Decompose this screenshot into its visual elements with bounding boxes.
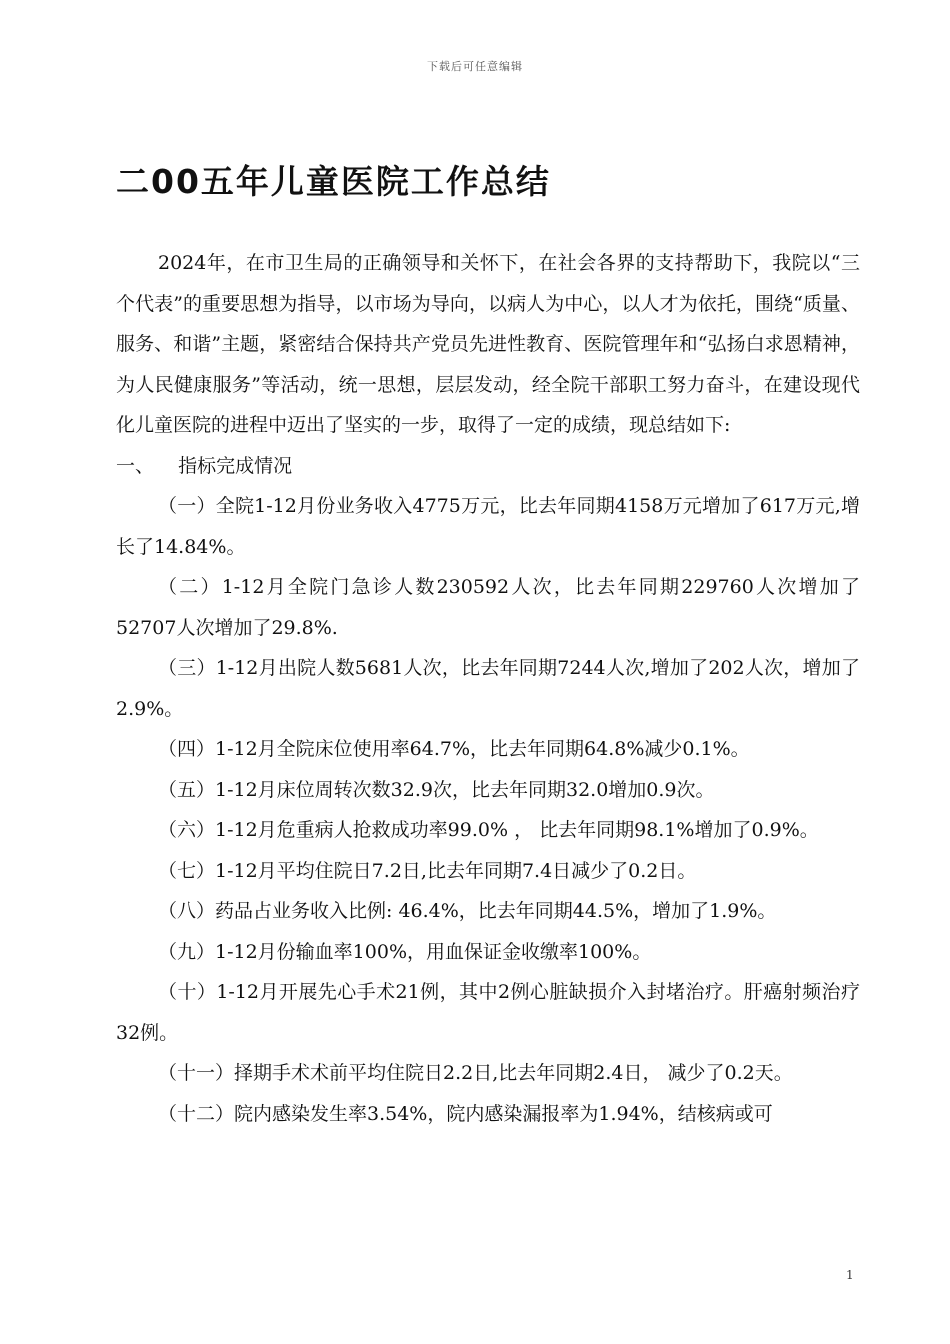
indicator-item: （四）1-12月全院床位使用率64.7%，比去年同期64.8%减少0.1%。 — [158, 738, 750, 760]
section-heading: 一、 指标完成情况 — [116, 454, 293, 477]
document-body — [116, 243, 860, 1134]
indicator-item: （十一）择期手术术前平均住院日2.2日,比去年同期2.4日， 减少了0.2天。 — [158, 1062, 793, 1084]
indicator-item: （九）1-12月份输血率100%，用血保证金收缴率100%。 — [158, 940, 652, 963]
indicator-item: （一）全院1-12月份业务收入4775万元，比去年同期4158万元增加了617万元,增长了14.84%。 — [116, 495, 860, 558]
indicator-item: （十二）院内感染发生率3.54%，院内感染漏报率为1.94%，结核病或可 — [158, 1102, 773, 1125]
indicator-item: （八）药品占业务收入比例: 46.4%，比去年同期44.5%，增加了1.9%。 — [158, 900, 777, 922]
indicator-item: （七）1-12月平均住院日7.2日,比去年同期7.4日减少了0.2日。 — [158, 859, 697, 882]
indicator-item: （十）1-12月开展先心手术21例，其中2例心脏缺损介入封堵治疗。肝癌射频治疗32例。 — [116, 981, 860, 1044]
page-header-caption: 下载后可任意编辑 — [427, 60, 523, 73]
intro-paragraph: 2024年，在市卫生局的正确领导和关怀下，在社会各界的支持帮助下，我院以“三个代表”的重要思想为指导，以市场为导向，以病人为中心，以人才为依托，围绕“质量、服务、和谐”主题，紧密结合保持共产党员先进性教育、医院管理年和“弘扬白求恩精神，为人民健康服务”等活动，统一思想，层层发动，经全院干部职工努力奋斗，在建设现代化儿童医院的进程中迈出了坚实的一步，取得了一定的成绩，现总结如下: — [116, 252, 860, 436]
indicator-item: （六）1-12月危重病人抢救成功率99.0% ， 比去年同期98.1%增加了0.9%。 — [158, 819, 819, 841]
document-title: 二00五年儿童医院工作总结 — [116, 162, 551, 201]
indicator-item: （二）1-12月全院门急诊人数230592人次，比去年同期229760人次增加了52707人次增加了29.8%. — [116, 576, 860, 639]
indicator-item: （五）1-12月床位周转次数32.9次，比去年同期32.0增加0.9次。 — [158, 778, 715, 801]
page-number: 1 — [846, 1268, 854, 1282]
indicator-item: （三）1-12月出院人数5681人次，比去年同期7244人次,增加了202人次，增加了2.9%。 — [116, 657, 860, 720]
